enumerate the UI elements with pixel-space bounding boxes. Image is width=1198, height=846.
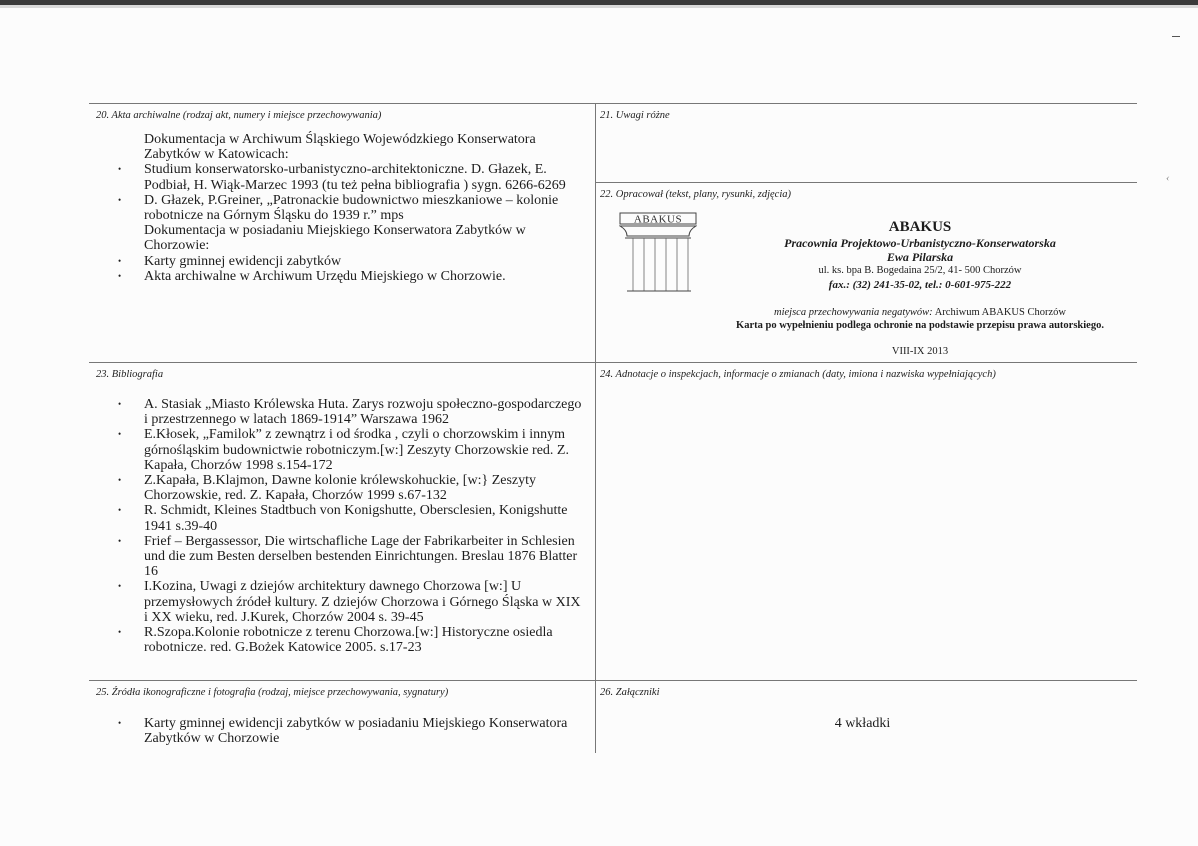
section-20-content xyxy=(144,132,584,284)
archive-entry: • D. Głazek, P.Greiner, „Patronackie budownictwo mieszkaniowe – kolonie robotnicze na Górnym Śląsku do 1939 r.” mps xyxy=(144,193,584,223)
section-21-label: 21. Uwagi różne xyxy=(600,110,670,121)
logo-text: ABAKUS xyxy=(633,213,683,226)
scan-mark-small: ‹ xyxy=(1166,172,1170,184)
bibliography-entry: • A. Stasiak „Miasto Królewska Huta. Zarys rozwoju społeczno-gospodarczego i przestrzennego w latach 1869-1914” Warszawa 1962 xyxy=(144,397,586,427)
row-divider-middle xyxy=(89,362,1137,363)
row-divider-bottom xyxy=(89,680,1137,681)
bibliography-entry: • Frief – Bergassessor, Die wirtschafliche Lage der Fabrikarbeiter in Schlesien und die zum Besten derselben bestenden Einrichtungen. Breslau 1876 Blatter 16 xyxy=(144,534,586,580)
column-divider xyxy=(595,103,596,753)
archive-entry: Dokumentacja w Archiwum Śląskiego Wojewódzkiego Konserwatora Zabytków w Katowicach: xyxy=(144,132,536,163)
iconography-list xyxy=(144,716,592,746)
bibliography-list xyxy=(144,397,586,655)
section-25-content xyxy=(144,716,592,746)
company-name: ABAKUS xyxy=(888,219,952,235)
section-22-label: 22. Opracował (tekst, plany, rysunki, zdjęcia) xyxy=(600,189,792,200)
section-23-label: 23. Bibliografia xyxy=(96,369,164,380)
bibliography-entry: • R. Schmidt, Kleines Stadtbuch von Konigshutte, Obersclesien, Konigshutte 1941 s.39-40 xyxy=(144,503,586,533)
iconography-entry: • Karty gminnej ewidencji zabytków w posiadaniu Miejskiego Konserwatora Zabytków w Chorzowie xyxy=(144,716,592,746)
row-divider-top xyxy=(89,103,1137,104)
negatives-value: Archiwum ABAKUS Chorzów xyxy=(934,307,1066,318)
row-divider-21-22 xyxy=(596,182,1137,183)
company-address: ul. ks. bpa B. Bogedaina 25/2, 41- 500 Chorzów xyxy=(818,265,1022,276)
company-info xyxy=(700,218,1140,292)
archive-entry: Dokumentacja w posiadaniu Miejskiego Konserwatora Zabytków w Chorzowie: xyxy=(144,223,526,254)
bibliography-entry: • E.Kłosek, „Familok” z zewnątrz i od środka , czyli o chorzowskim i innym górnośląskim budownictwie robotniczym.[w:] Zeszyty Chorzowskie red. Z. Kapała, Chorzów 1998 s.154-172 xyxy=(144,427,586,473)
section-24-label: 24. Adnotacje o inspekcjach, informacje o zmianach (daty, imiona i nazwiska wypełniających) xyxy=(600,369,996,380)
copyright-notice: Karta po wypełnieniu podlega ochronie na podstawie przepisu prawa autorskiego. xyxy=(736,320,1104,331)
scan-top-shade xyxy=(0,5,1198,8)
section-25-label: 25. Źródła ikonograficzne i fotografia (rodzaj, miejsce przechowywania, sygnatury) xyxy=(96,687,449,698)
section-23-content xyxy=(144,397,586,655)
company-contact: fax.: (32) 241-35-02, tel.: 0-601-975-222 xyxy=(828,279,1012,291)
scan-mark xyxy=(1172,36,1180,37)
preparation-date: VIII-IX 2013 xyxy=(891,346,949,357)
archives-list xyxy=(144,132,584,284)
archive-entry: • Akta archiwalne w Archiwum Urzędu Miejskiego w Chorzowie. xyxy=(144,269,584,284)
section-26-label: 26. Załączniki xyxy=(600,687,660,698)
section-20-label: 20. Akta archiwalne (rodzaj akt, numery i miejsce przechowywania) xyxy=(96,110,382,121)
negatives-label: miejsca przechowywania negatywów: xyxy=(774,307,933,318)
archive-entry: • Karty gminnej ewidencji zabytków xyxy=(144,254,584,269)
abakus-logo xyxy=(619,212,697,292)
bibliography-entry: • Z.Kapała, B.Klajmon, Dawne kolonie królewskohuckie, [w:} Zeszyty Chorzowskie, red. Z. Kapała, Chorzów 1999 s.67-132 xyxy=(144,473,586,503)
archive-entry: • Studium konserwatorsko-urbanistyczno-architektoniczne. D. Głazek, E. Podbiał, H. Wiąk-Marzec 1993 (tu też pełna bibliografia ) sygn. 6266-6269 xyxy=(144,162,584,192)
company-subtitle: Pracownia Projektowo-Urbanistyczno-Konserwatorska xyxy=(784,236,1056,250)
company-person: Ewa Pilarska xyxy=(886,250,954,264)
bibliography-entry: • I.Kozina, Uwagi z dziejów architektury dawnego Chorzowa [w:] U przemysłowych źródeł kultury. Z dziejów Chorzowa i Górnego Śląska w XIX i XX wieku, red. J.Kurek, Chorzów 2004 s. 39-45 xyxy=(144,579,586,625)
bibliography-entry: • R.Szopa.Kolonie robotnicze z terenu Chorzowa.[w:] Historyczne osiedla robotnicze. red. G.Bożek Katowice 2005. s.17-23 xyxy=(144,625,586,655)
negatives-storage xyxy=(700,306,1140,319)
attachments-value: 4 wkładki xyxy=(834,716,891,731)
